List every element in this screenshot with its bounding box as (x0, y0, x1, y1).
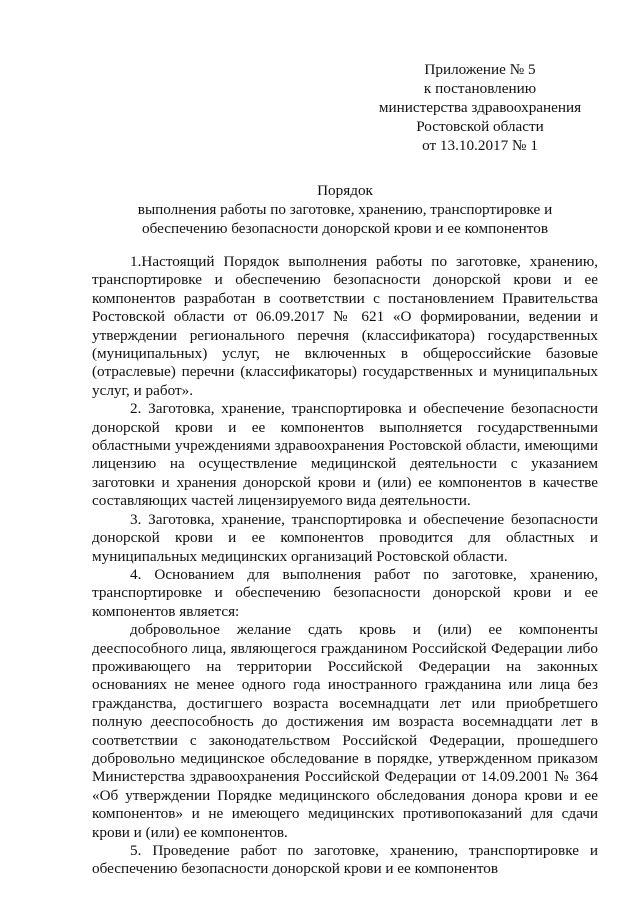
appendix-ministry: министерства здравоохранения (378, 99, 582, 116)
paragraph-2: 2. Заготовка, хранение, транспортировка и обеспечение безопасности донорской крови и ее компонентов выполняется государственными областными учреждениями здравоохранения Ростовской области, имеющими лицензию на осуществление медицинской деятельности с указанием заготовки и хранения донорской крови и (или) ее компонентов в качестве составляющих частей лицензируемого вида деятельности. (92, 400, 598, 510)
appendix-date: от 13.10.2017 № 1 (422, 137, 538, 154)
paragraph-4-condition: добровольное желание сдать кровь и (или) ее компоненты дееспособного лица, являющегося гражданином Российской Федерации либо проживающего на территории Российской Федерации на законных основаниях не менее одного года иностранного гражданина или лица без гражданства, достигшего возраста восемнадцати лет или приобретшего полную дееспособность до достижения им возраста восемнадцати лет в соответствии с законодательством Российской Федерации, прошедшего добровольно медицинское обследование в порядке, утвержденном приказом Министерства здравоохранения Российской Федерации от 14.09.2001 № 364 «Об утверждении Порядке медицинского обследования донора крови и ее компонентов» и не имеющего медицинских противопоказаний для сдачи крови и (или) ее компонентов. (92, 621, 598, 841)
paragraph-5: 5. Проведение работ по заготовке, хранению, транспортировке и обеспечению безопасности донорской крови и ее компонентов (92, 842, 598, 878)
appendix-header (360, 60, 600, 155)
document-body (92, 253, 598, 879)
appendix-number: Приложение № 5 (424, 61, 536, 78)
appendix-region: Ростовской области (416, 118, 544, 135)
paragraph-1: 1.Настоящий Порядок выполнения работы по заготовке, хранению, транспортировке и обеспечению безопасности донорской крови и ее компонентов разработан в соответствии с постановлением Правительства Ростовской области от 06.09.2017 № 621 «О формировании, ведении и утверждении регионального перечня (классификатора) государственных (муниципальных) услуг, не включенных в общероссийские базовые (отраслевые) перечни (классификаторы) государственных и муниципальных услуг, и работ». (92, 253, 598, 399)
paragraph-4: 4. Основанием для выполнения работ по заготовке, хранению, транспортировке и обеспечению безопасности донорской крови и ее компонентов является: (92, 565, 598, 620)
title-line-1: выполнения работы по заготовке, хранению, транспортировке и (137, 201, 553, 218)
paragraph-3: 3. Заготовка, хранение, транспортировка и обеспечение безопасности донорской крови и ее компонентов проводится для областных и муниципальных медицинских организаций Ростовской области. (92, 510, 598, 565)
document-title (95, 181, 595, 238)
title-heading: Порядок (317, 182, 373, 199)
appendix-to-resolution: к постановлению (423, 80, 537, 97)
title-line-2: обеспечению безопасности донорской крови и ее компонентов (141, 220, 549, 237)
